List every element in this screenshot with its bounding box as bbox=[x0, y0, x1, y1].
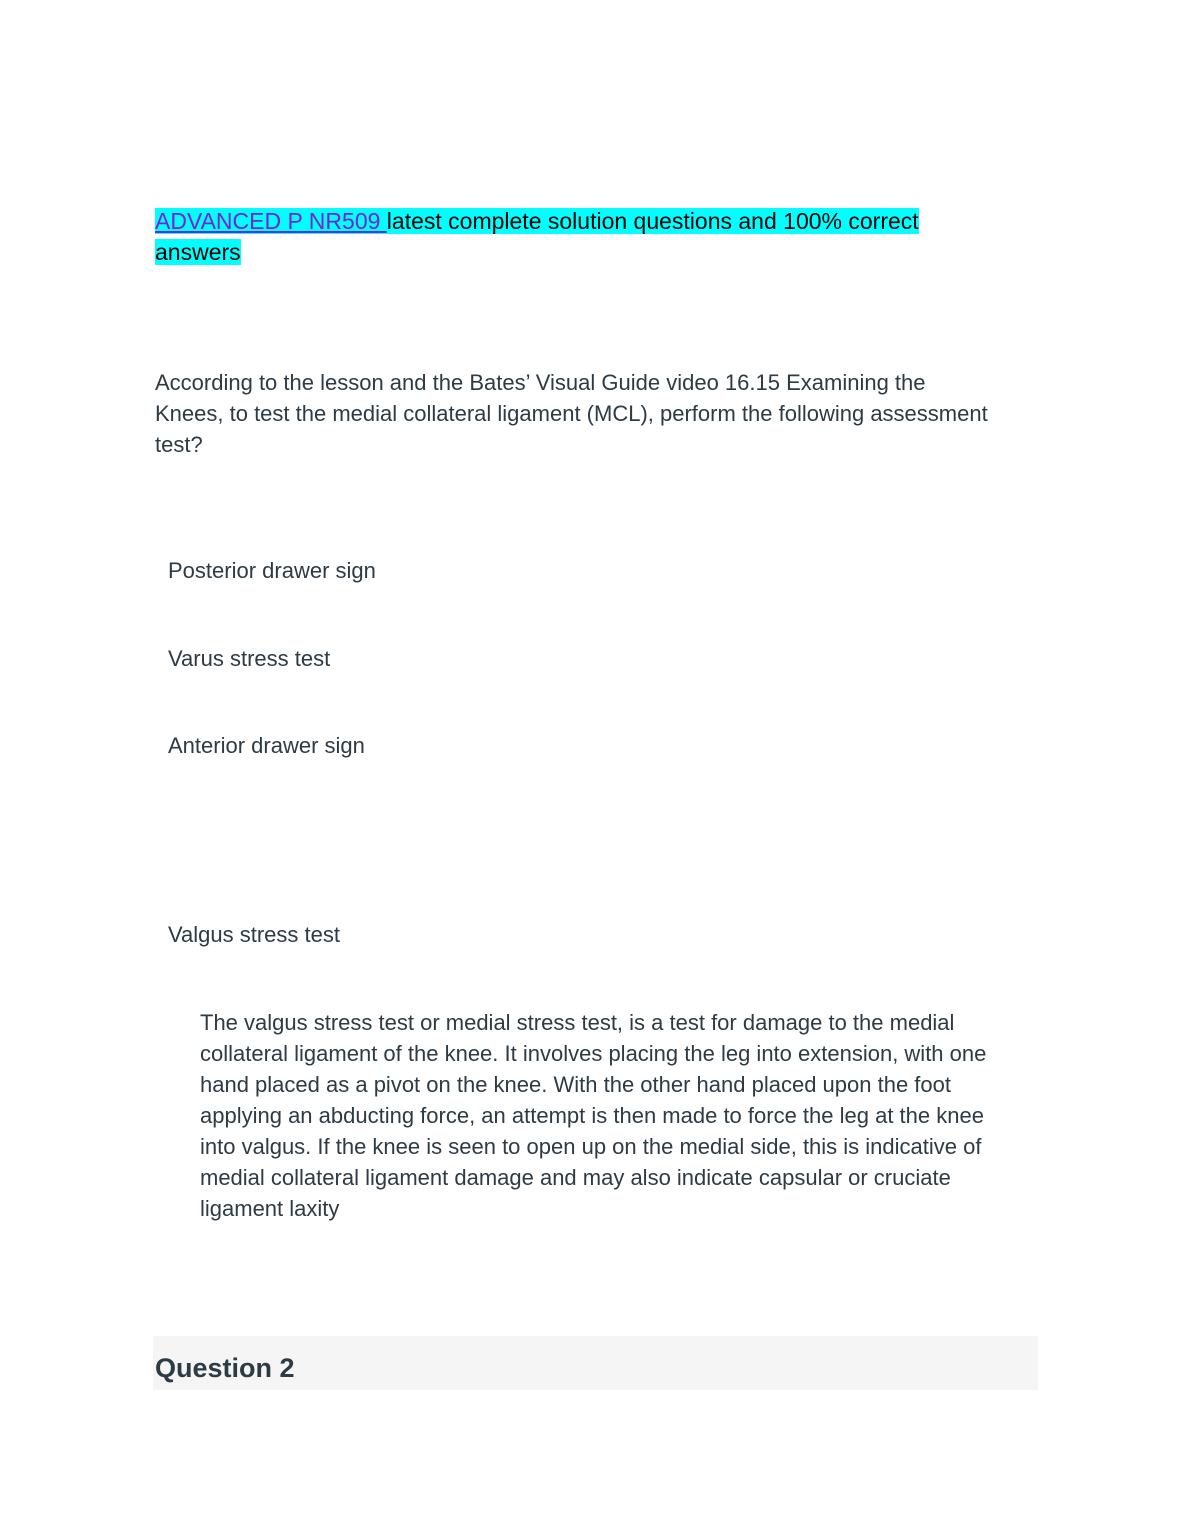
question-2-heading: Question 2 bbox=[155, 1353, 295, 1383]
answer-option-posterior-drawer: Posterior drawer sign bbox=[168, 558, 376, 583]
document-title bbox=[155, 206, 955, 268]
answer-option-valgus-stress: Valgus stress test bbox=[168, 922, 340, 947]
answer-option-varus-stress: Varus stress test bbox=[168, 646, 331, 671]
question-1-prompt: According to the lesson and the Bates’ Visual Guide video 16.15 Examining the Knees, to test the medial collateral ligament (MCL), perform the following assessment test? bbox=[155, 370, 988, 457]
course-link[interactable]: ADVANCED P NR509 bbox=[155, 208, 387, 234]
answer-explanation: The valgus stress test or medial stress test, is a test for damage to the medial collateral ligament of the knee. It involves placing the leg into extension, with one hand placed as a pivot on the knee. With the other hand placed upon the foot applying an abducting force, an attempt is then made to force the leg at the knee into valgus. If the knee is seen to open up on the medial side, this is indicative of medial collateral ligament damage and may also indicate capsular or cruciate ligament laxity bbox=[200, 1010, 987, 1221]
title-highlight bbox=[155, 208, 919, 265]
answer-option-anterior-drawer: Anterior drawer sign bbox=[168, 733, 365, 758]
question-2-header bbox=[153, 1336, 1038, 1390]
title-text: latest complete solution questions and 100% correct answers bbox=[155, 208, 919, 265]
